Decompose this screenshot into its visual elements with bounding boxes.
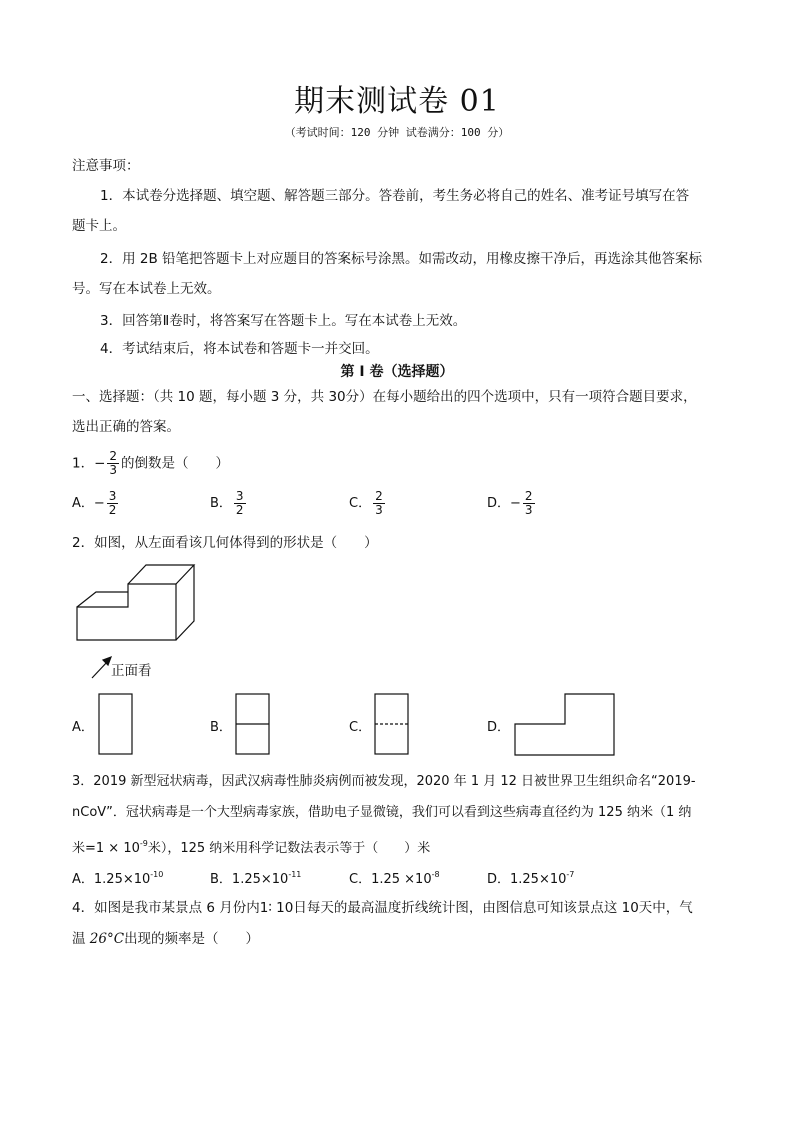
question-4-line-2-end: 出现的频率是（ ） [124, 931, 260, 947]
solid-upper-step-top [128, 565, 194, 584]
note-3: 3．回答第Ⅱ卷时，将答案写在答题卡上。写在本试卷上无效。 [100, 313, 467, 329]
temperature-value: 26°C [89, 931, 125, 947]
note-2-line-1: 2．用 2B 铅笔把答题卡上对应题目的答案标号涂黑。如需改动，用橡皮擦干净后，再选涂其他答案标 [100, 251, 703, 267]
solid-right-side [176, 565, 194, 640]
question-4-line-1: 4．如图是我市某景点 6 月份内1∶ 10日每天的最高温度折线统计图，由图信息可知该景点这 10天中，气 [72, 900, 693, 916]
question-3-line-3 [72, 834, 430, 859]
question-3-line-2: nCoV”．冠状病毒是一个大型病毒家族，借助电子显微镜，我们可以看到这些病毒直径约为 125 纳米（1 纳 [72, 805, 692, 820]
question-2-option-b-label[interactable]: B． [210, 720, 232, 735]
option-b-shape [236, 694, 269, 754]
option-label: A．− [72, 496, 105, 511]
question-2-option-d-label[interactable]: D． [487, 720, 511, 735]
fraction-denominator: 2 [235, 503, 244, 517]
question-3-option-c[interactable] [349, 868, 440, 887]
question-3-line-3-start: 米=1 × 10 [72, 841, 140, 856]
note-1-line-1: 1．本试卷分选择题、填空题、解答题三部分。答卷前，考生务必将自己的姓名、准考证号填写在答 [100, 188, 690, 204]
option-label: C．1.25 ×10 [349, 872, 432, 887]
fraction-denominator: 3 [524, 503, 533, 517]
part-1-instructions-line-2: 选出正确的答案。 [72, 419, 180, 435]
question-2-option-a-label[interactable]: A． [72, 720, 94, 735]
view-direction-arrow [92, 657, 111, 678]
option-label: D．− [487, 496, 521, 511]
fraction-numerator: 3 [235, 489, 244, 503]
note-4: 4．考试结束后，将本试卷和答题卡一并交回。 [100, 341, 379, 357]
fraction-numerator: 2 [375, 489, 383, 503]
fraction-denominator: 3 [109, 463, 118, 477]
exam-info: （考试时间：120 分钟 试卷满分：100 分） [284, 126, 510, 139]
option-label: B．1.25×10 [210, 872, 289, 887]
fraction-numerator: 3 [108, 489, 117, 503]
option-label: D．1.25×10 [487, 872, 567, 887]
front-view-label: 正面看 [111, 663, 152, 679]
exponent: -7 [566, 870, 575, 879]
question-4-line-2 [72, 929, 259, 949]
question-2-option-c-label[interactable]: C． [349, 720, 372, 735]
question-1-prefix: 1．− [72, 455, 106, 472]
exponent: -9 [139, 839, 148, 848]
question-4-line-2-start: 温 [72, 931, 90, 947]
fraction-denominator: 3 [375, 503, 383, 517]
exponent: -10 [150, 870, 164, 879]
fraction-numerator: 2 [524, 489, 533, 503]
note-2-line-2: 号。写在本试卷上无效。 [72, 281, 221, 297]
question-3-option-d[interactable] [487, 868, 574, 887]
exponent: -11 [288, 870, 302, 879]
option-label: A．1.25×10 [72, 872, 151, 887]
section-title: 第 I 卷（选择题） [340, 364, 454, 380]
page-title: 期末测试卷 01 [294, 84, 500, 119]
question-3-line-3-end: 米），125 纳米用科学记数法表示等于（ ）米 [147, 841, 431, 856]
stepped-solid-figure [77, 565, 194, 640]
option-c-shape [375, 694, 408, 754]
fraction-denominator: 2 [108, 503, 117, 517]
fraction-numerator: 2 [109, 449, 118, 463]
notes-heading: 注意事项： [72, 158, 140, 174]
note-1-line-2: 题卡上。 [72, 218, 126, 234]
solid-lower-step-top [77, 592, 128, 607]
part-1-instructions-line-1: 一、选择题：（共 10 题，每小题 3 分，共 30分）在每小题给出的四个选项中，只有一项符合题目要求， [72, 389, 697, 405]
exponent: -8 [431, 870, 440, 879]
question-2-stem: 2．如图，从左面看该几何体得到的形状是（ ） [72, 535, 378, 551]
question-1-suffix: 的倒数是（ ） [121, 455, 230, 472]
option-a-shape [99, 694, 132, 754]
question-3-line-1: 3．2019 新型冠状病毒，因武汉病毒性肺炎病例而被发现，2020 年 1 月 12 日被世界卫生组织命名“2019- [72, 774, 696, 789]
option-label: C． [349, 496, 372, 511]
question-3-option-b[interactable] [210, 868, 301, 887]
option-label: B． [210, 496, 232, 511]
option-d-shape [515, 694, 614, 755]
question-3-option-a[interactable] [72, 868, 163, 887]
